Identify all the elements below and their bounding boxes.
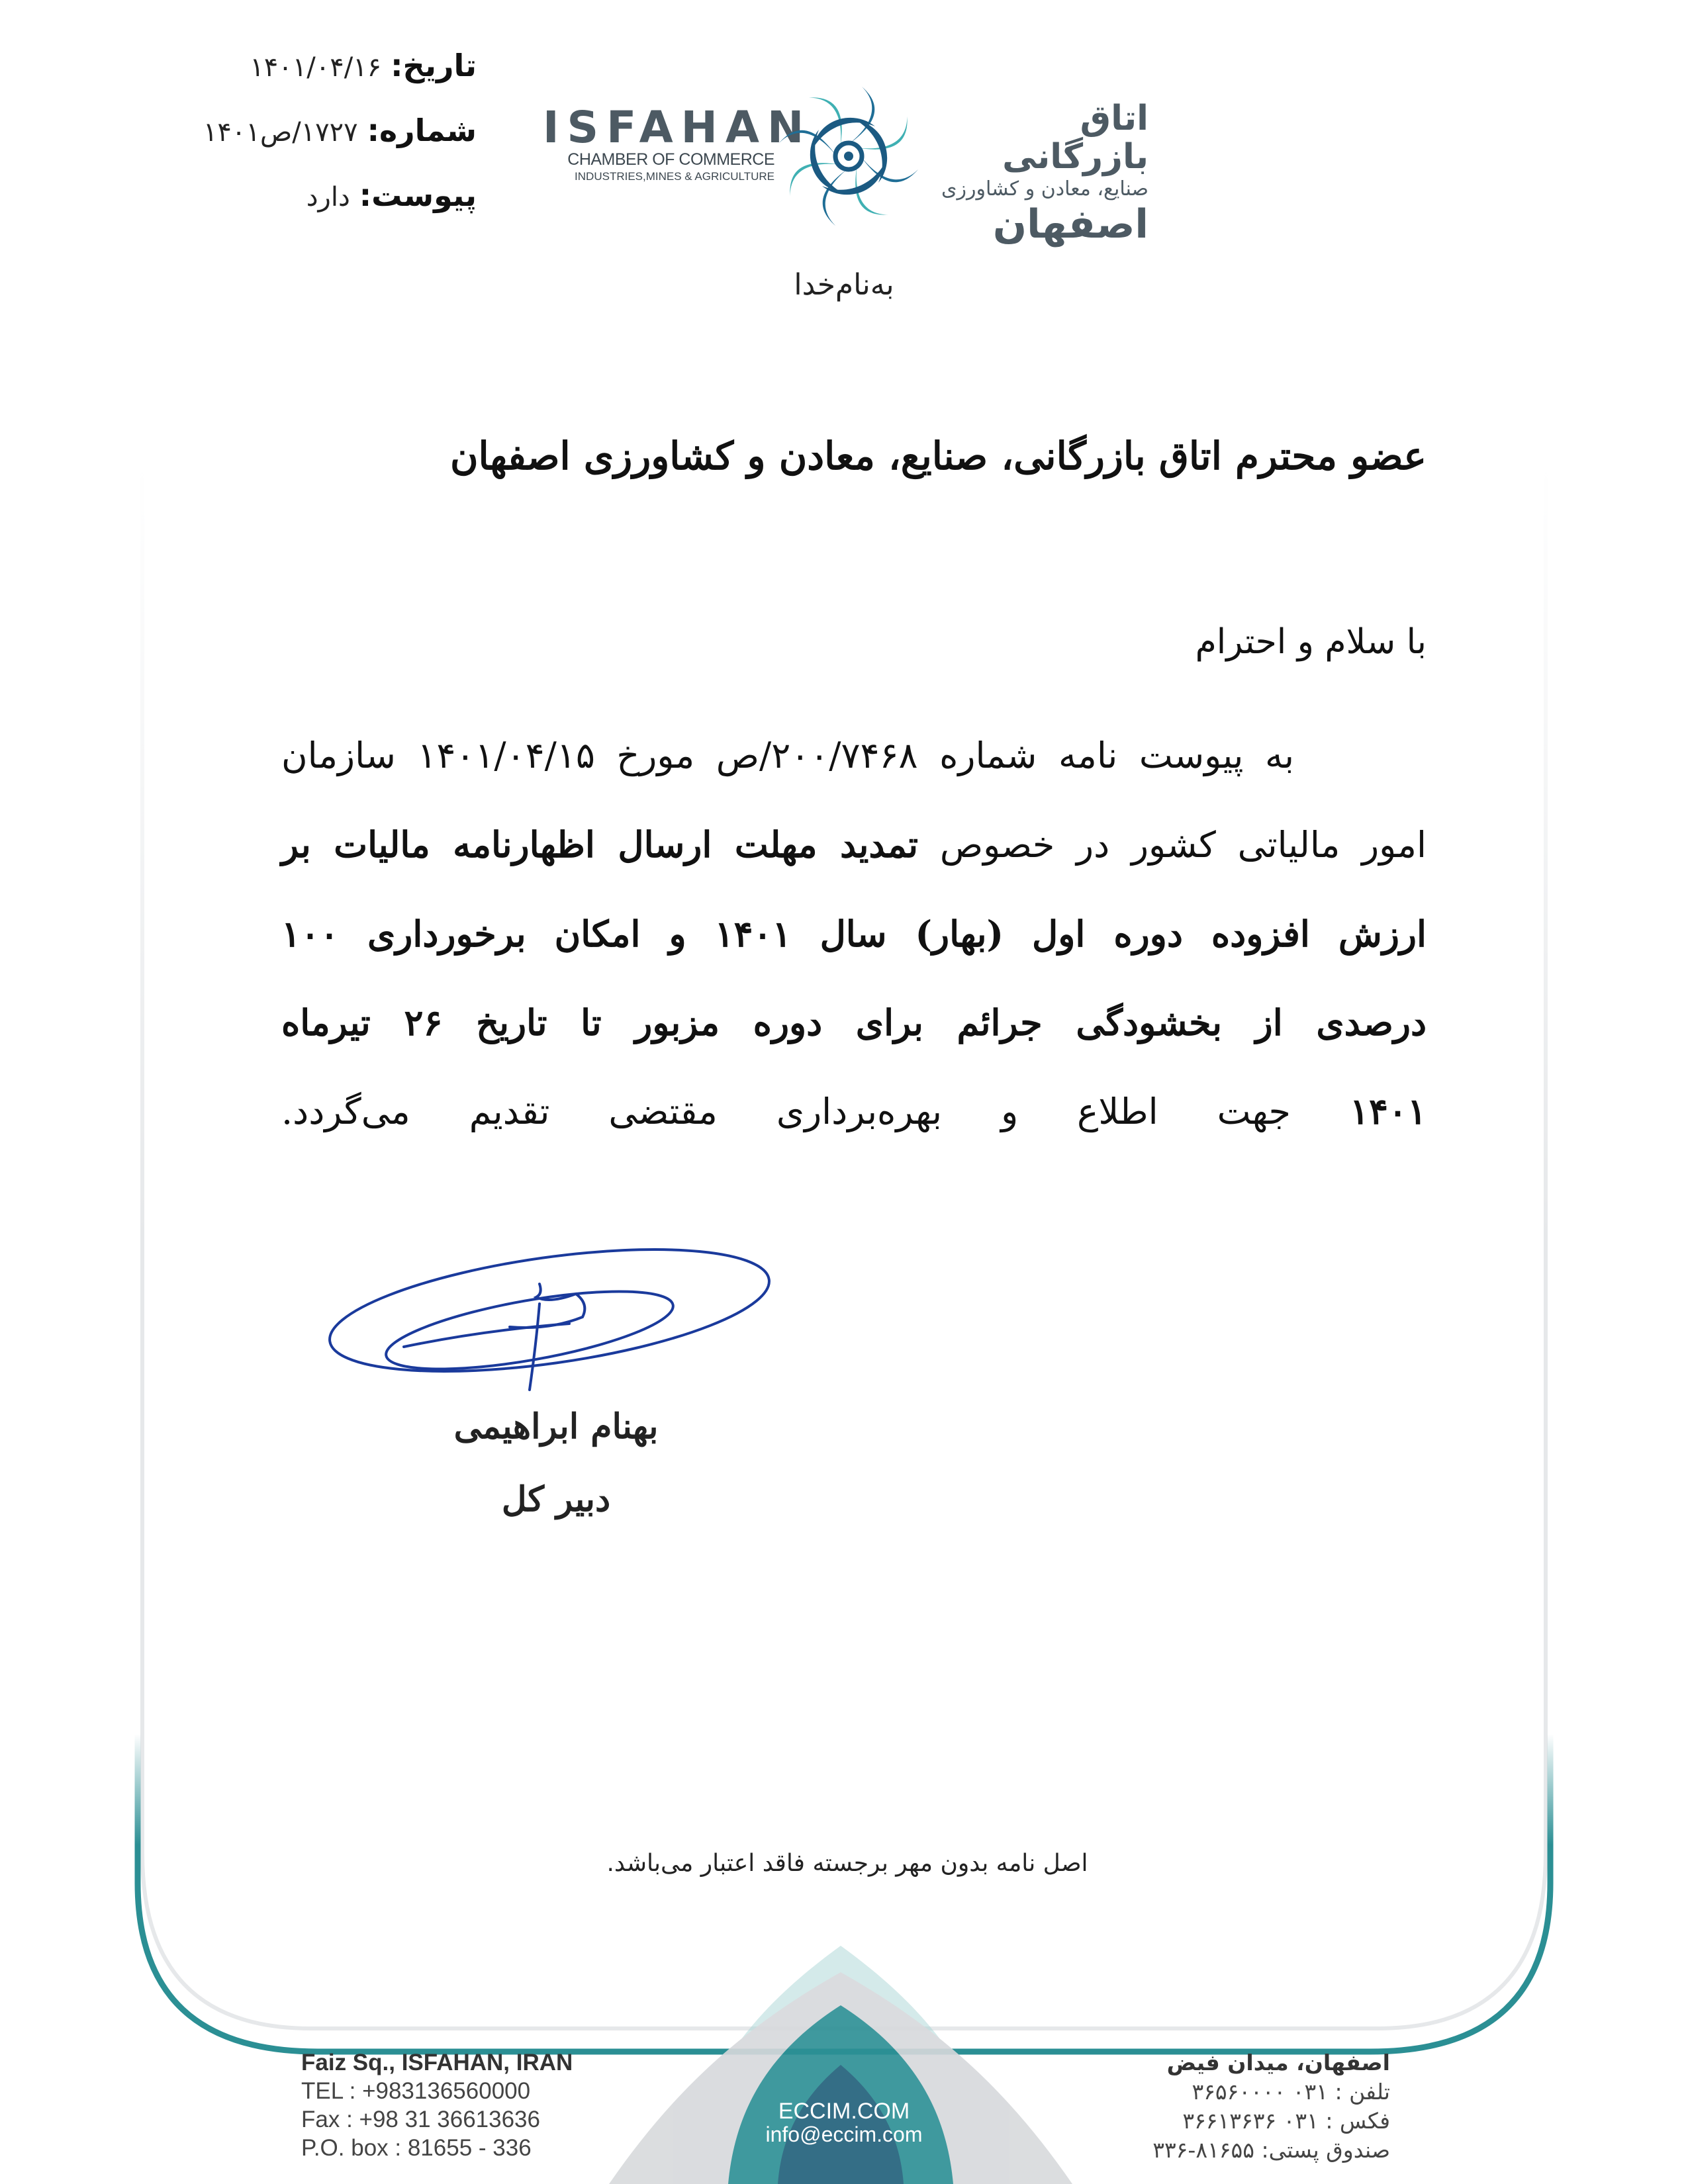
letter-body [281, 711, 1427, 1156]
logo-fa-line2: صنایع، معادن و کشاورزی [941, 177, 1149, 201]
chamber-emblem-icon [776, 83, 921, 229]
body-line-1: به پیوست نامه شماره ۲۰۰/۷۴۶۸/ص مورخ ۱۴۰۱/۰۴/۱۵ سازمان [281, 735, 1294, 776]
number-row [165, 113, 477, 177]
footer-contact-en [301, 2048, 579, 2162]
logo-fa-line1: اتاق بازرگانی [1002, 99, 1149, 177]
body-line-4: درصدی از بخشودگی جرائم برای دوره مزبور تا تاریخ ۲۶ تیرماه [281, 1001, 1427, 1044]
number-value: ۱۷۲۷/ص۱۴۰۱ [203, 117, 358, 148]
letter-meta [165, 48, 477, 242]
footer-website-link[interactable]: ECCIM.COM [778, 2099, 910, 2124]
logo-persian-text [923, 99, 1149, 246]
logo-en-sub1: CHAMBER OF COMMERCE [567, 150, 774, 169]
body-line-5 [281, 1067, 1427, 1156]
body-line-5-bold: ۱۴۰۱ [1349, 1090, 1427, 1132]
attachment-row [165, 177, 477, 242]
validity-note: اصل نامه بدون مهر برجسته فاقد اعتبار می‌باشد. [606, 1850, 1088, 1877]
footer-fa-tel: تلفن : ۰۳۱ ۳۶۵۶۰۰۰۰ [1192, 2079, 1390, 2105]
body-line-5-normal: جهت اطلاع و بهره‌برداری مقتضی تقدیم می‌گردد. [281, 1091, 1291, 1132]
footer-en-pobox: P.O. box : 81655 - 336 [301, 2135, 532, 2161]
body-line-2 [281, 800, 1427, 889]
number-label: شماره: [367, 113, 477, 148]
footer-en-address: Faiz Sq., ISFAHAN, IRAN [301, 2050, 573, 2075]
date-row [165, 48, 477, 113]
signatory-title: دبیر کل [501, 1479, 611, 1520]
greeting: با سلام و احترام [1195, 622, 1427, 662]
footer-fa-pobox: صندوق پستی: ۸۱۶۵۵-۳۳۶ [1152, 2137, 1390, 2163]
body-line-2-normal: امور مالیاتی کشور در خصوص [939, 824, 1427, 866]
footer-contact-fa [1125, 2048, 1390, 2165]
logo-fa-line3: اصفهان [992, 201, 1149, 248]
footer-web-contact [722, 2099, 966, 2146]
body-line-3: ارزش افزوده دوره اول (بهار) سال ۱۴۰۱ و امکان برخورداری ۱۰۰ [281, 913, 1427, 955]
footer-en-tel: TEL : +983136560000 [301, 2078, 531, 2104]
footer-fa-address: اصفهان، میدان فیض [1166, 2050, 1390, 2075]
invocation: به‌نام‌خدا [794, 268, 894, 302]
attachment-label: پیوست: [359, 177, 477, 213]
date-value: ۱۴۰۱/۰۴/۱۶ [250, 52, 382, 83]
logo-english-text [543, 102, 812, 184]
signatory-name: بهنام ابراهیمی [453, 1406, 659, 1447]
body-line-2-bold: تمدید مهلت ارسال اظهارنامه مالیات بر [281, 823, 918, 866]
logo-en-sub2: INDUSTRIES,MINES & AGRICULTURE [575, 170, 774, 183]
date-label: تاریخ: [391, 48, 477, 83]
footer-en-fax: Fax : +98 31 36613636 [301, 2107, 540, 2132]
footer-email-link[interactable]: info@eccim.com [765, 2122, 923, 2146]
attachment-value: دارد [306, 182, 350, 212]
footer-emblem-art [569, 1946, 1112, 2184]
handwritten-signature [311, 1231, 788, 1410]
footer-fa-fax: فکس : ۰۳۱ ۳۶۶۱۳۶۳۶ [1182, 2108, 1390, 2134]
addressee: عضو محترم اتاق بازرگانی، صنایع، معادن و کشاورزی اصفهان [449, 433, 1427, 478]
logo-en-name: ISFAHAN [543, 102, 812, 153]
